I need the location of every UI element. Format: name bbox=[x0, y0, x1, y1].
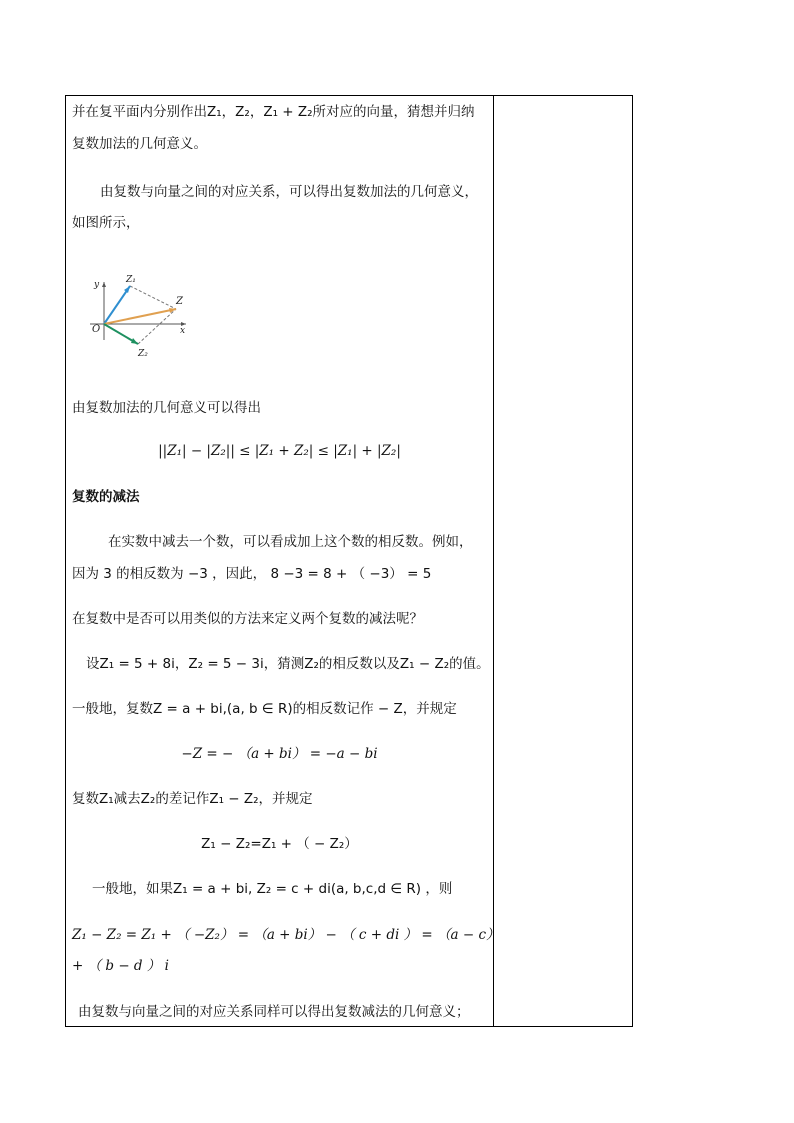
paragraph-line: 一般地，复数Z = a + bi,(a, b ∈ R)的相反数记作 − Z，并规定 bbox=[72, 701, 457, 717]
z1-vector bbox=[104, 286, 130, 324]
paragraph-line: 在复数中是否可以用类似的方法来定义两个复数的减法呢？ bbox=[72, 611, 423, 627]
section-heading: 复数的减法 bbox=[72, 489, 140, 505]
paragraph-line: 并在复平面内分别作出Z₁，Z₂，Z₁ + Z₂所对应的向量，猜想并归纳 bbox=[72, 104, 475, 120]
label-z: Z bbox=[176, 296, 183, 307]
column-divider bbox=[493, 96, 494, 1026]
vector-addition-figure bbox=[86, 272, 196, 362]
label-z1: Z₁ bbox=[126, 275, 136, 285]
label-o: O bbox=[92, 324, 101, 335]
label-x: x bbox=[180, 326, 186, 336]
lesson-table bbox=[65, 95, 633, 1027]
paragraph-line: 设Z₁ = 5 + 8i，Z₂ = 5 − 3i，猜测Z₂的相反数以及Z₁ − Z₂的值。 bbox=[86, 656, 490, 672]
label-z2: Z₂ bbox=[138, 349, 148, 359]
paragraph-line: 如图所示， bbox=[72, 215, 140, 231]
formula-difference-definition: Z₁ − Z₂=Z₁ + （ − Z₂） bbox=[201, 836, 358, 852]
paragraph-line: 在实数中减去一个数，可以看成加上这个数的相反数。例如， bbox=[108, 534, 473, 550]
formula-inequality: ||Z₁| − |Z₂|| ≤ |Z₁ + Z₂| ≤ |Z₁| + |Z₂| bbox=[158, 443, 401, 459]
label-y: y bbox=[94, 280, 100, 290]
paragraph-line: 由复数加法的几何意义可以得出 bbox=[72, 400, 261, 416]
formula-difference-line1: Z₁ − Z₂ = Z₁ + （ −Z₂） = （a + bi） − （ c + di ） = （a − c） bbox=[72, 927, 500, 943]
paragraph-line: 由复数与向量之间的对应关系同样可以得出复数减法的几何意义； bbox=[78, 1004, 470, 1020]
paragraph-line: 一般地，如果Z₁ = a + bi, Z₂ = c + di(a, b,c,d ∈ R) ，则 bbox=[92, 881, 453, 897]
formula-negation: −Z = − （a + bi） = −a − bi bbox=[181, 746, 378, 762]
paragraph-line: 复数加法的几何意义。 bbox=[72, 136, 207, 152]
paragraph-line: 复数Z₁减去Z₂的差记作Z₁ − Z₂，并规定 bbox=[72, 791, 313, 807]
z-vector bbox=[104, 309, 176, 324]
paragraph-line: 由复数与向量之间的对应关系，可以得出复数加法的几何意义， bbox=[100, 184, 478, 200]
paragraph-line: 因为 3 的相反数为 −3 ，因此， 8 −3 = 8 + （ −3） = 5 bbox=[72, 566, 432, 582]
formula-difference-line2: + （ b − d ） i bbox=[72, 958, 169, 974]
